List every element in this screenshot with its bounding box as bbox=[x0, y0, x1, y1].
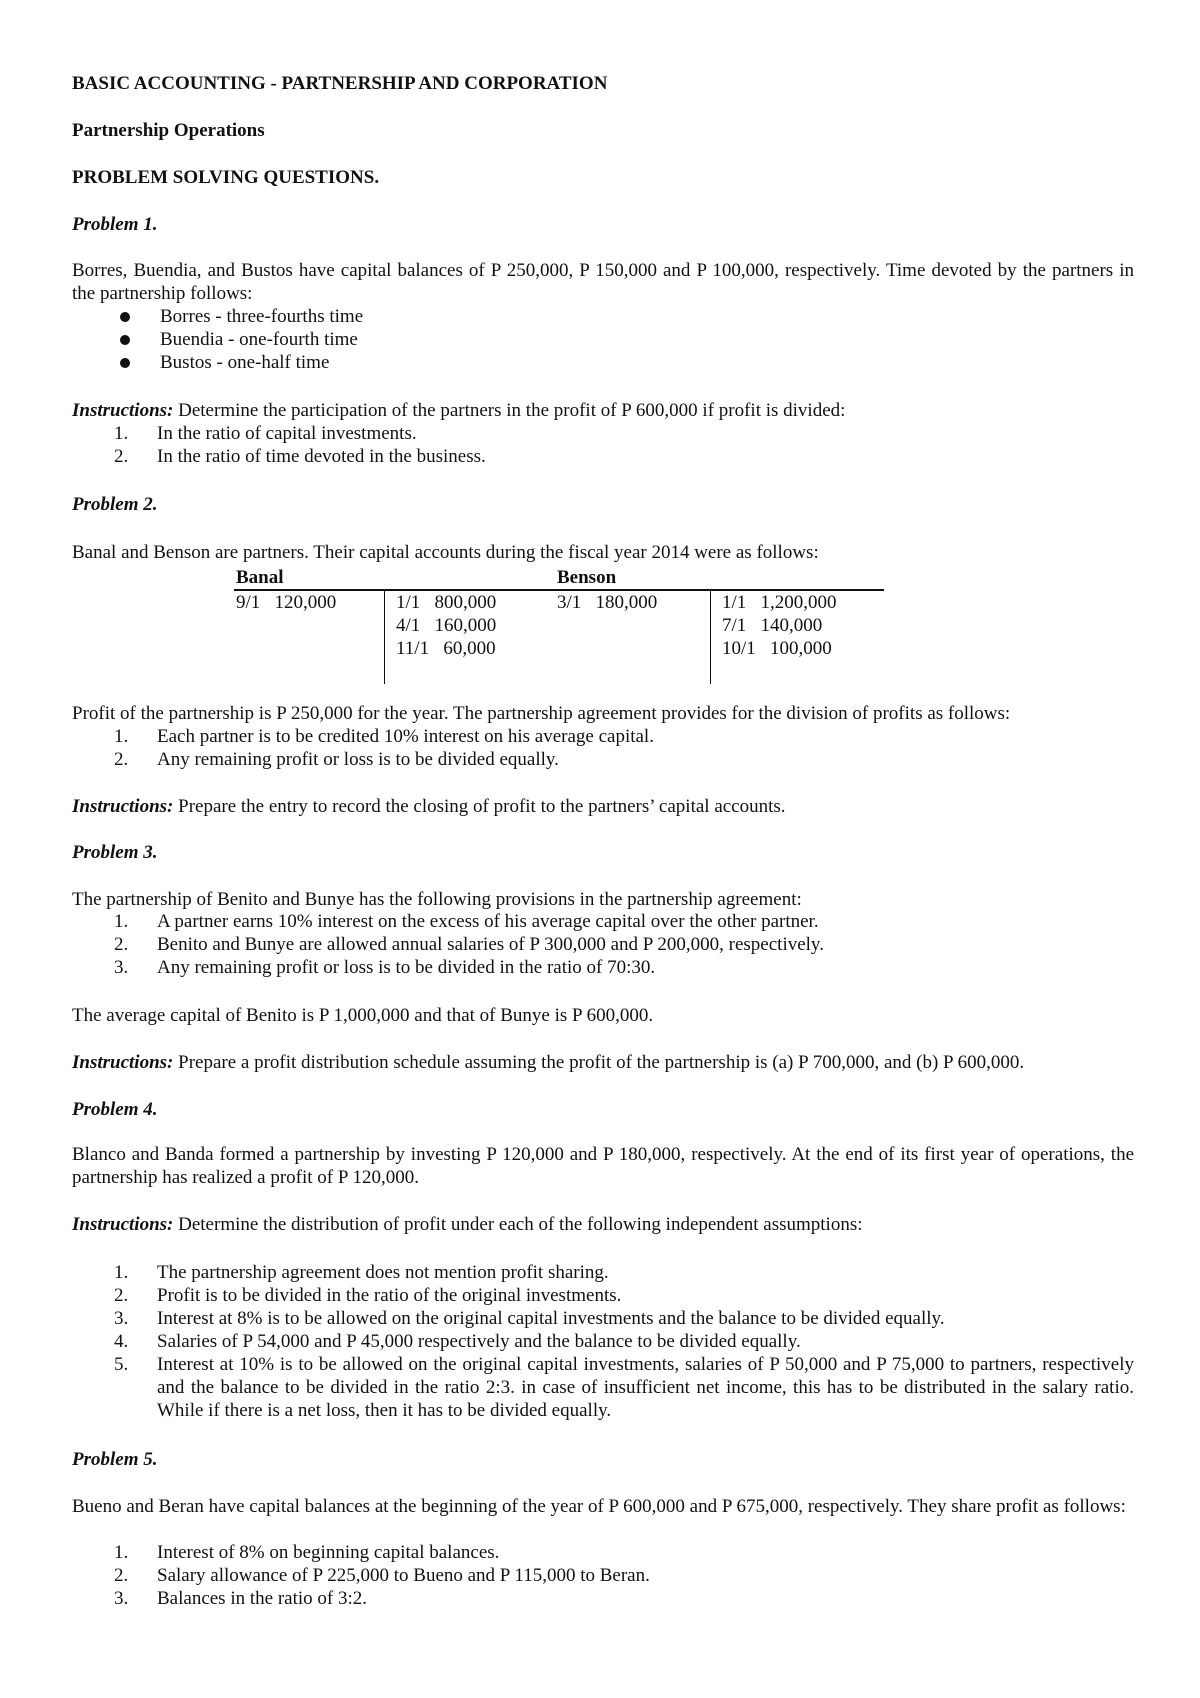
banal-credit-entry: 11/1 60,000 bbox=[396, 638, 496, 659]
problem-5-numbered-list bbox=[72, 1541, 1134, 1610]
list-item: 3. Balances in the ratio of 3:2. bbox=[114, 1588, 367, 1609]
problem-3-numbered-list bbox=[72, 910, 1134, 979]
banal-debit-entry: 9/1 120,000 bbox=[236, 592, 337, 613]
problem-1-intro: Borres, Buendia, and Bustos have capital balances of P 250,000, P 150,000 and P 100,000, respectively. Time devoted by the partners in the partnership follows: bbox=[72, 260, 1134, 304]
bullet-icon bbox=[120, 312, 130, 322]
benson-credit-entry: 1/1 1,200,000 bbox=[722, 592, 837, 613]
problem-1-bullet-list bbox=[72, 305, 1134, 374]
document-title: BASIC ACCOUNTING - PARTNERSHIP AND CORPORATION bbox=[72, 73, 608, 94]
banal-credit-entry: 4/1 160,000 bbox=[396, 615, 497, 636]
list-item: 5. Interest at 10% is to be allowed on the original capital investments, salaries of P 50,000 and P 75,000 to partners, respectively and the balance to be divided in the ratio 2:3. in case of insufficient net income, this has to be distributed in the salary ratio. While if there is a net loss, then it has to be divided equally. bbox=[114, 1354, 1134, 1421]
problem-3-heading: Problem 3. bbox=[72, 842, 158, 863]
subsection-heading: PROBLEM SOLVING QUESTIONS. bbox=[72, 167, 380, 188]
bullet-icon bbox=[120, 335, 130, 345]
problem-5-heading: Problem 5. bbox=[72, 1449, 158, 1470]
problem-3-intro: The partnership of Benito and Bunye has the following provisions in the partnership agreement: bbox=[72, 889, 802, 910]
list-item: 1. Interest of 8% on beginning capital balances. bbox=[114, 1542, 500, 1563]
benson-divider bbox=[710, 590, 711, 684]
list-item: 1. In the ratio of capital investments. bbox=[114, 423, 417, 444]
list-item: 1. The partnership agreement does not mention profit sharing. bbox=[114, 1262, 609, 1283]
problem-2-heading: Problem 2. bbox=[72, 494, 158, 515]
banal-credit-entry: 1/1 800,000 bbox=[396, 592, 497, 613]
list-item: 3. Interest at 8% is to be allowed on the original capital investments and the balance to be divided equally. bbox=[114, 1308, 945, 1329]
problem-1-instructions: Instructions: Determine the participation of the partners in the profit of P 600,000 if profit is divided: bbox=[72, 400, 846, 421]
banal-divider bbox=[384, 590, 385, 684]
benson-credit-entry: 10/1 100,000 bbox=[722, 638, 832, 659]
problem-4-instructions: Instructions: Determine the distribution of profit under each of the following independent assumptions: bbox=[72, 1214, 863, 1235]
list-item: 1. A partner earns 10% interest on the excess of his average capital over the other partner. bbox=[114, 911, 819, 932]
list-item: 3. Any remaining profit or loss is to be divided in the ratio of 70:30. bbox=[114, 957, 656, 978]
benson-credit-entry: 7/1 140,000 bbox=[722, 615, 823, 636]
bullet-item: Borres - three-fourths time bbox=[72, 305, 1134, 328]
bullet-item: Buendia - one-fourth time bbox=[72, 328, 1134, 351]
problem-3-instructions: Instructions: Prepare a profit distribution schedule assuming the profit of the partnership is (a) P 700,000, and (b) P 600,000. bbox=[72, 1052, 1025, 1073]
problem-2-numbered-list bbox=[72, 725, 1134, 771]
problem-2-profit-text: Profit of the partnership is P 250,000 for the year. The partnership agreement provides for the division of profits as follows: bbox=[72, 703, 1011, 724]
list-item: 2. Salary allowance of P 225,000 to Bueno and P 115,000 to Beran. bbox=[114, 1565, 650, 1586]
problem-4-heading: Problem 4. bbox=[72, 1099, 158, 1120]
list-item: 4. Salaries of P 54,000 and P 45,000 respectively and the balance to be divided equally. bbox=[114, 1331, 801, 1352]
benson-debit-entry: 3/1 180,000 bbox=[557, 592, 658, 613]
list-item: 2. Any remaining profit or loss is to be divided equally. bbox=[114, 749, 559, 770]
bullet-icon bbox=[120, 358, 130, 368]
problem-2-intro: Banal and Benson are partners. Their capital accounts during the fiscal year 2014 were as follows: bbox=[72, 542, 819, 563]
problem-4-numbered-list bbox=[72, 1261, 1134, 1422]
benson-account-name: Benson bbox=[557, 567, 617, 588]
problem-2-instructions: Instructions: Prepare the entry to record the closing of profit to the partners’ capital accounts. bbox=[72, 796, 786, 817]
problem-1-heading: Problem 1. bbox=[72, 214, 158, 235]
problem-1-numbered-list bbox=[72, 422, 1134, 468]
list-item: 2. Benito and Bunye are allowed annual salaries of P 300,000 and P 200,000, respectively. bbox=[114, 934, 824, 955]
bullet-item: Bustos - one-half time bbox=[72, 351, 1134, 374]
t-account-ledger bbox=[234, 566, 884, 684]
list-item: 2. In the ratio of time devoted in the business. bbox=[114, 446, 486, 467]
problem-5-intro: Bueno and Beran have capital balances at the beginning of the year of P 600,000 and P 675,000, respectively. They share profit as follows: bbox=[72, 1496, 1126, 1517]
problem-4-intro: Blanco and Banda formed a partnership by investing P 120,000 and P 180,000, respectively. At the end of its first year of operations, the partnership has realized a profit of P 120,000. bbox=[72, 1144, 1134, 1188]
list-item: 1. Each partner is to be credited 10% interest on his average capital. bbox=[114, 726, 654, 747]
banal-account-name: Banal bbox=[236, 567, 284, 588]
list-item: 2. Profit is to be divided in the ratio of the original investments. bbox=[114, 1285, 622, 1306]
problem-3-average-capital: The average capital of Benito is P 1,000,000 and that of Bunye is P 600,000. bbox=[72, 1005, 654, 1026]
section-heading: Partnership Operations bbox=[72, 120, 265, 141]
